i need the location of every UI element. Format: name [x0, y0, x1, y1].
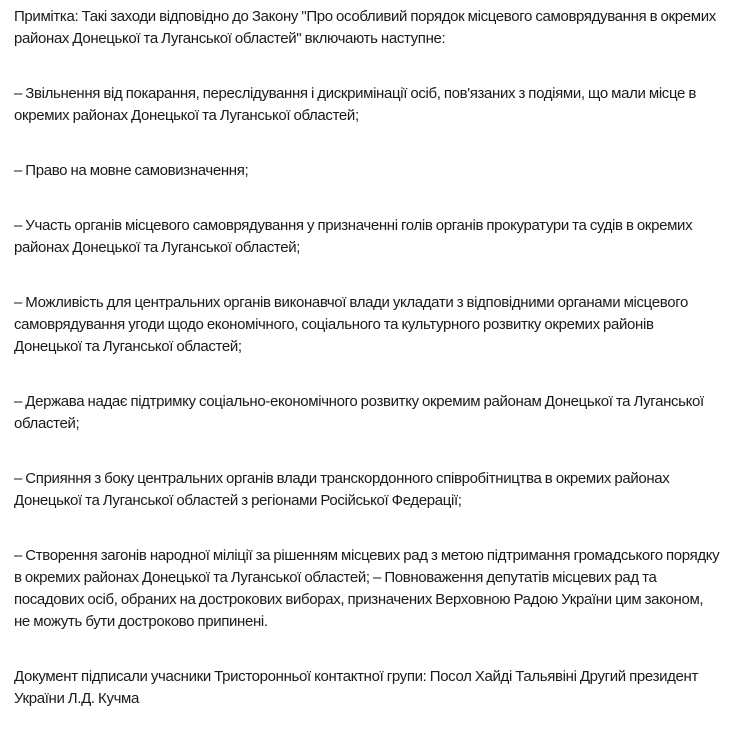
list-item-agreements: – Можливість для центральних органів виконавчої влади укладати з відповідними органами місцевого самоврядування угоди щодо економічного, соціального та культурного розвитку окремих районів Донецької та Луганської областей; [14, 294, 688, 355]
list-item-state-support: – Держава надає підтримку соціально-економічного розвитку окремим районам Донецької та Луганської областей; [14, 393, 704, 432]
list-item-amnesty: – Звільнення від покарання, переслідування і дискримінації осіб, пов'язаних з подіями, що мали місце в окремих районах Донецької та Луганської областей; [14, 85, 696, 124]
list-item-language: – Право на мовне самовизначення; [14, 162, 249, 179]
list-item-militia-powers: – Створення загонів народної міліції за рішенням місцевих рад з метою підтримання громадського порядку в окремих районах Донецької та Луганської областей; – Повноваження депутатів місцевих рад та посадових осіб, обраних на дострокових виборах, призначених Верховною Радою України цим законом, не можуть бути достроково припинені. [14, 547, 720, 630]
list-item-prosecutors-courts: – Участь органів місцевого самоврядування у призначенні голів органів прокуратури та судів в окремих районах Донецької та Луганської областей; [14, 217, 693, 256]
list-item-cross-border: – Сприяння з боку центральних органів влади транскордонного співробітництва в окремих районах Донецької та Луганської областей з регіонами Російської Федерації; [14, 470, 670, 509]
note-intro-paragraph: Примітка: Такі заходи відповідно до Закону "Про особливий порядок місцевого самоврядування в окремих районах Донецької та Луганської областей" включають наступне: [14, 8, 716, 47]
signatories-paragraph: Документ підписали учасники Тристоронньої контактної групи: Посол Хайді Тальявіні Другий президент України Л.Д. Кучма [14, 668, 698, 707]
